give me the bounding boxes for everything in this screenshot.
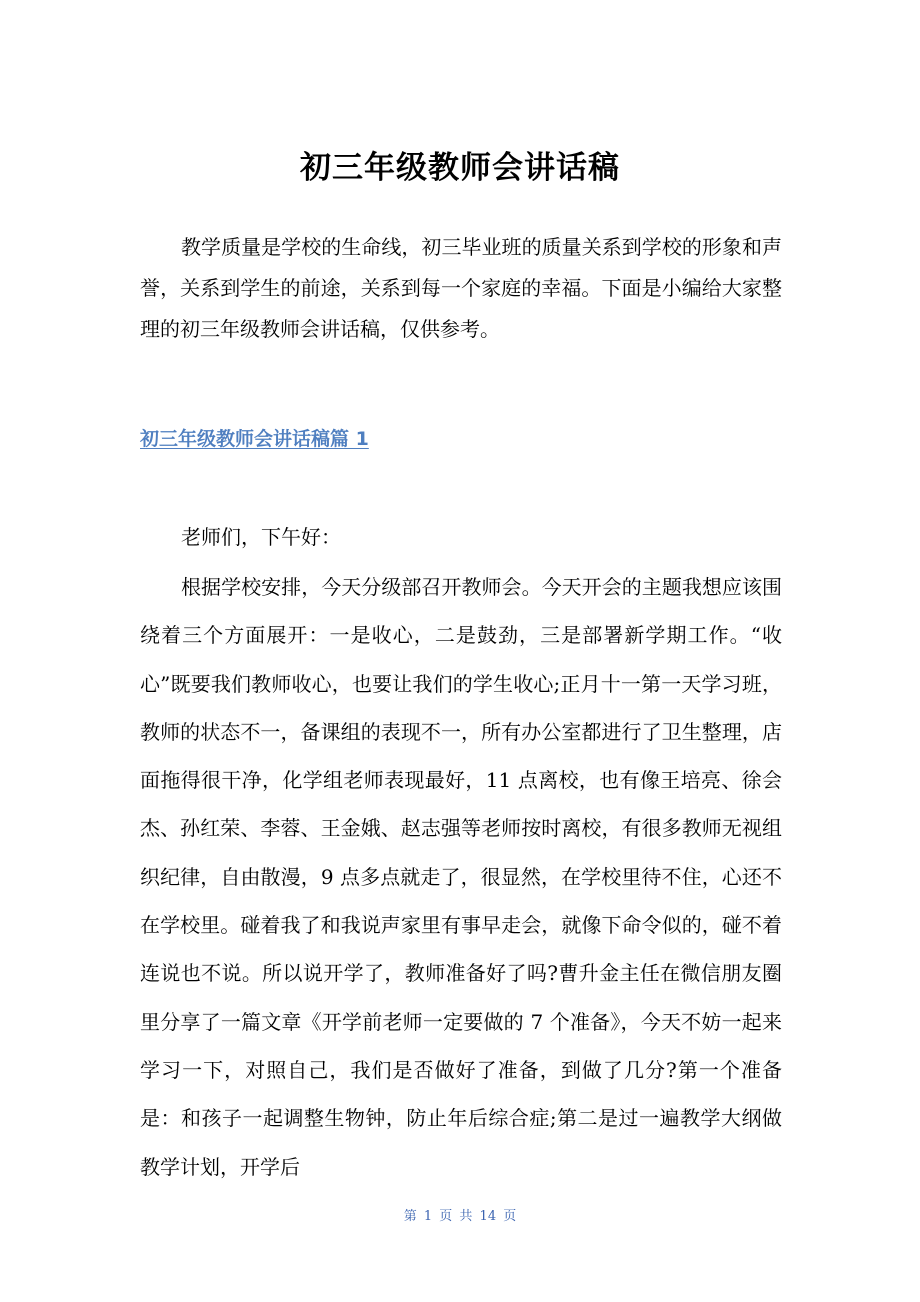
section-heading-link[interactable]: 初三年级教师会讲话稿篇 1: [140, 428, 369, 450]
body-paragraph: 根据学校安排，今天分级部召开教师会。今天开会的主题我想应该围绕着三个方面展开：一是收心，二是鼓劲，三是部署新学期工作。“收心”既要我们教师收心，也要让我们的学生收心;正月十一第一天学习班，教师的状态不一，备课组的表现不一，所有办公室都进行了卫生整理，店面拖得很干净，化学组老师表现最好，11 点离校，也有像王培亮、徐会杰、孙红荣、李蓉、王金娥、赵志强等老师按时离校，有很多教师无视组织纪律，自由散漫，9 点多点就走了，很显然，在学校里待不住，心还不在学校里。碰着我了和我说声家里有事早走会，就像下命令似的，碰不着连说也不说。所以说开学了，教师准备好了吗?曹升金主任在微信朋友圈里分享了一篇文章《开学前老师一定要做的 7 个准备》，今天不妨一起来学习一下，对照自己，我们是否做好了准备，到做了几分?第一个准备是：和孩子一起调整生物钟，防止年后综合症;第二是过一遍教学大纲做教学计划，开学后: [140, 575, 782, 1179]
intro-paragraph: 教学质量是学校的生命线，初三毕业班的质量关系到学校的形象和声誉，关系到学生的前途，关系到每一个家庭的幸福。下面是小编给大家整理的初三年级教师会讲话稿，仅供参考。: [140, 235, 782, 341]
greeting-paragraph: 老师们，下午好：: [181, 525, 341, 549]
page-number-footer: 第 1 页 共 14 页: [403, 1209, 517, 1224]
document-title: 初三年级教师会讲话稿: [300, 150, 620, 186]
